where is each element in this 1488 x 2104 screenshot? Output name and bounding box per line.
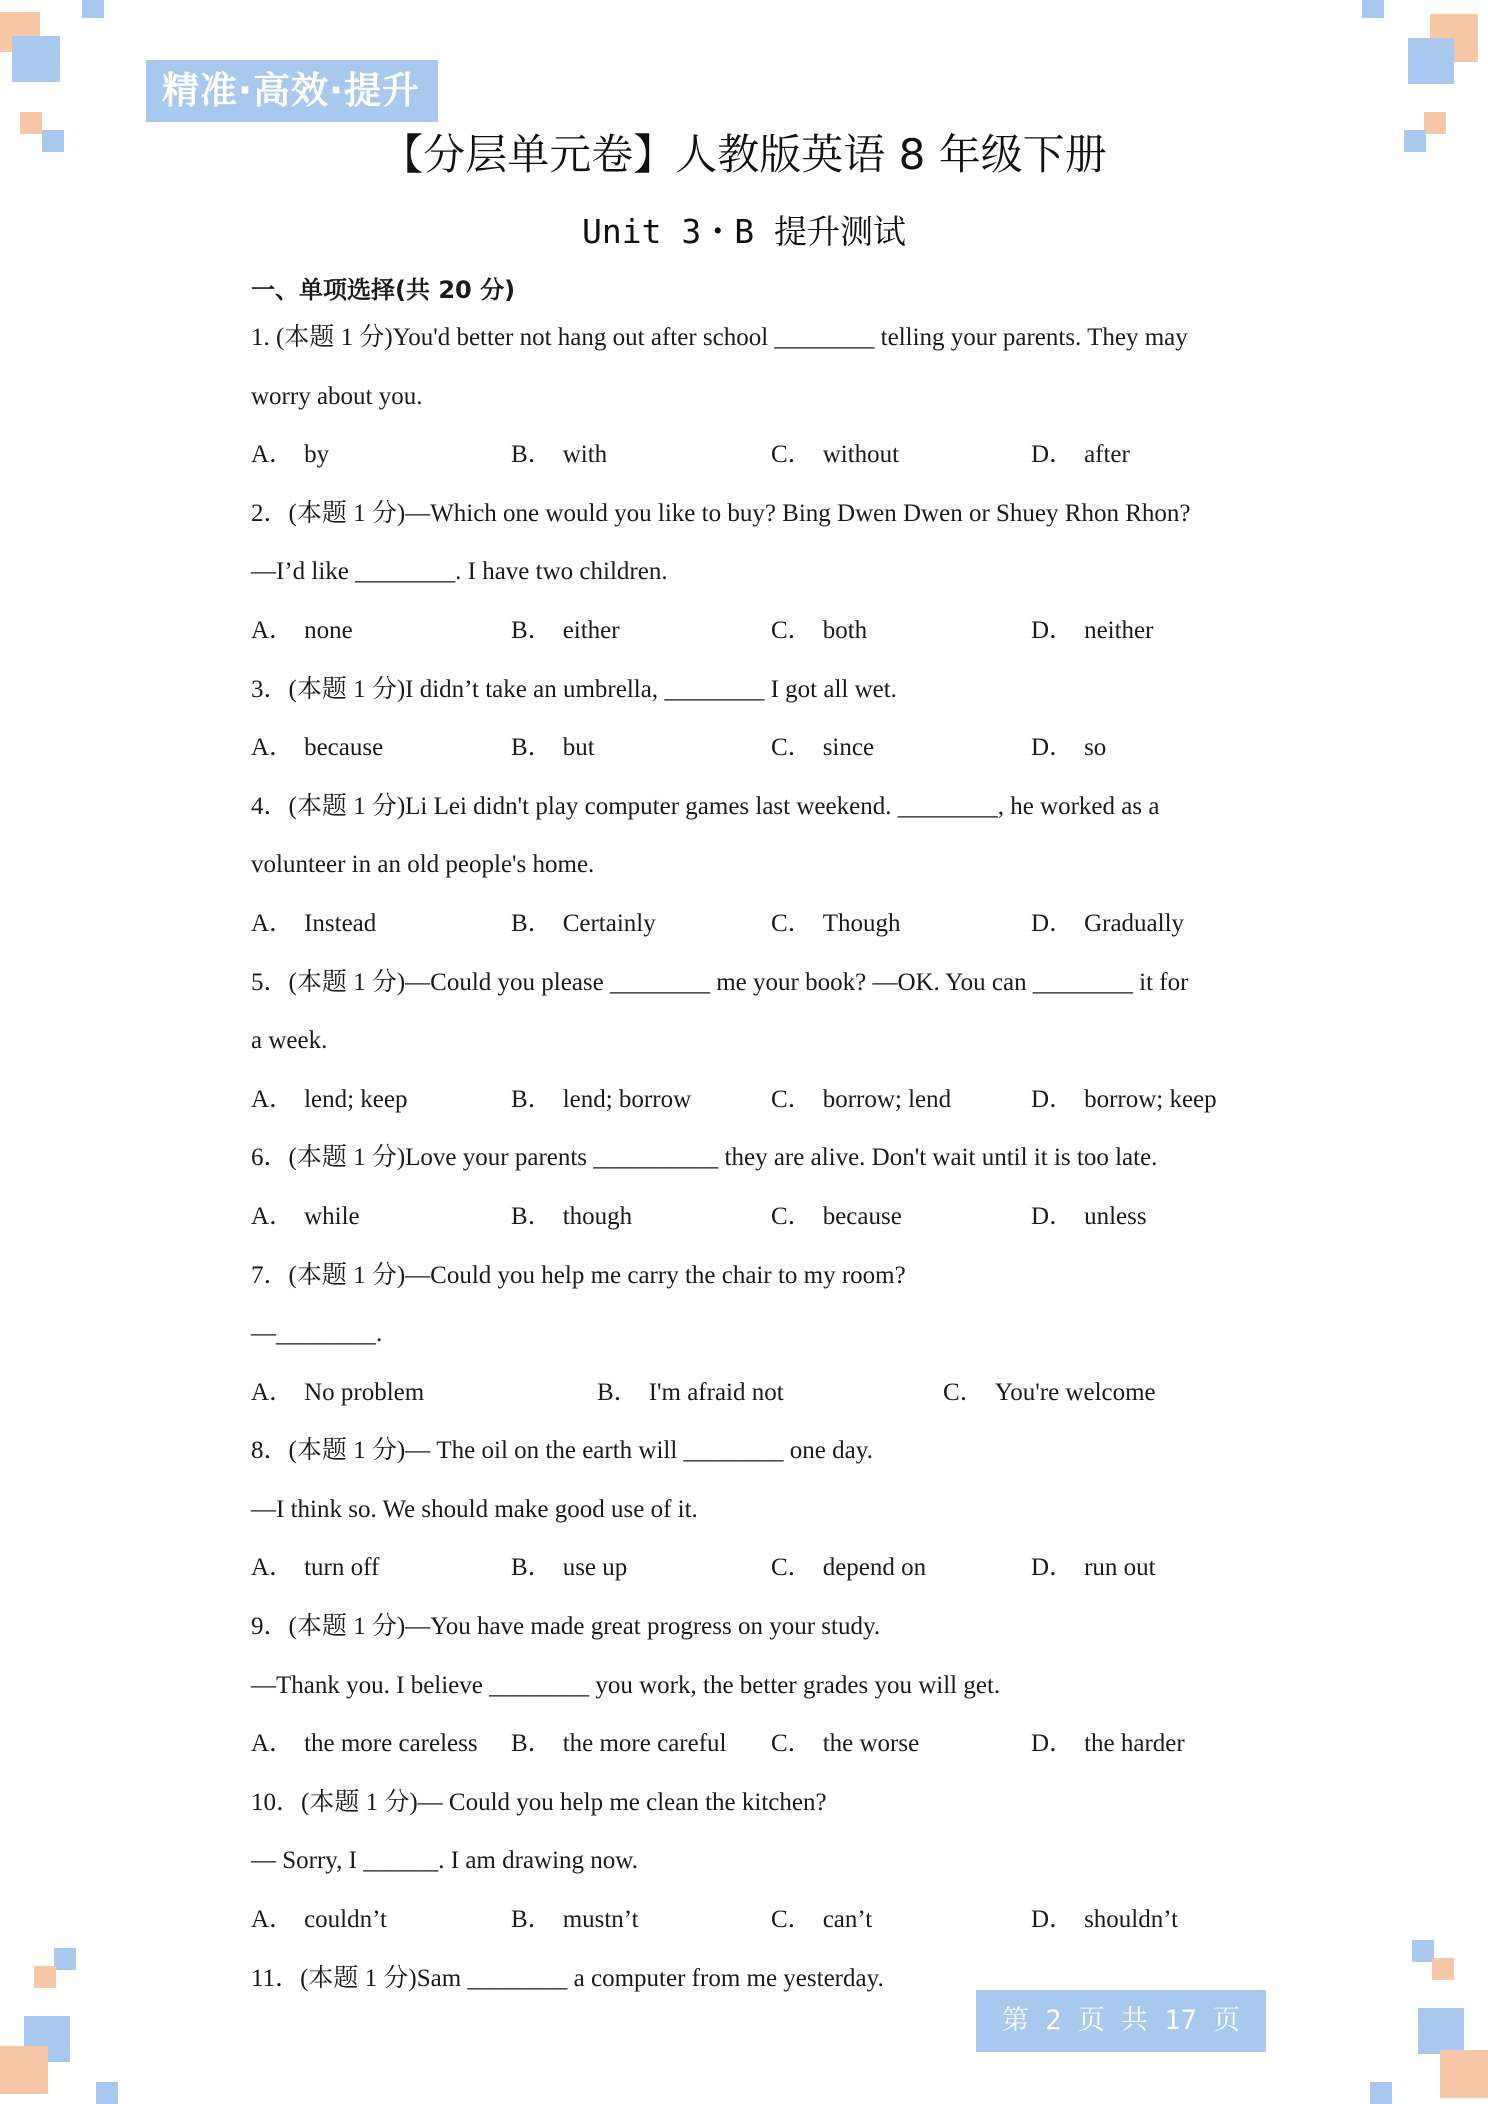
answer-option[interactable]	[1031, 1545, 1156, 1591]
answer-option[interactable]	[251, 1370, 424, 1416]
option-letter: C．	[771, 1906, 813, 1934]
question-text: 6．(本题 1 分)Love your parents __________ they are alive. Don't wait until it is too late.	[251, 1144, 1158, 1172]
question-text: 3．(本题 1 分)I didn’t take an umbrella, ________ I got all wet.	[251, 675, 897, 703]
answer-option[interactable]	[1031, 725, 1106, 771]
corner-decoration	[96, 2082, 118, 2104]
option-letter: D．	[1031, 909, 1075, 937]
question-item	[251, 1604, 1251, 1780]
option-text: run out	[1084, 1554, 1156, 1582]
option-letter: D．	[1031, 1202, 1075, 1230]
option-text: the more careful	[562, 1730, 727, 1758]
option-text: lend; borrow	[562, 1085, 692, 1113]
corner-decoration	[1412, 1940, 1434, 1962]
answer-option[interactable]	[771, 1721, 919, 1767]
corner-decoration	[1440, 2050, 1488, 2098]
option-letter: D．	[1031, 734, 1075, 762]
option-row	[251, 1721, 1251, 1780]
option-letter: A．	[251, 909, 295, 937]
option-letter: B．	[511, 1554, 553, 1582]
option-letter: A．	[251, 734, 295, 762]
page-subtitle: Unit 3・B 提升测试	[582, 212, 906, 251]
answer-option[interactable]	[1031, 1721, 1185, 1767]
option-text: lend; keep	[304, 1085, 408, 1113]
question-text: 2．(本题 1 分)—Which one would you like to buy? Bing Dwen Dwen or Shuey Rhon Rhon?	[251, 499, 1191, 527]
option-letter: A．	[251, 1378, 295, 1406]
option-row	[251, 432, 1251, 491]
option-letter: B．	[511, 441, 553, 469]
option-text: because	[822, 1202, 902, 1230]
option-text: both	[822, 616, 868, 644]
corner-decoration	[0, 2046, 48, 2094]
option-text: while	[304, 1202, 360, 1230]
option-text: shouldn’t	[1084, 1906, 1179, 1934]
question-list	[251, 315, 1251, 2014]
answer-option[interactable]	[511, 1897, 639, 1943]
corner-decoration	[1362, 0, 1384, 18]
option-letter: C．	[943, 1378, 985, 1406]
option-letter: A．	[251, 1085, 295, 1113]
option-text: none	[304, 616, 353, 644]
option-letter: A．	[251, 1730, 295, 1758]
option-text: after	[1084, 441, 1130, 469]
option-letter: A．	[251, 1202, 295, 1230]
option-text: Instead	[304, 909, 377, 937]
option-letter: D．	[1031, 1906, 1075, 1934]
option-text: use up	[562, 1554, 628, 1582]
brand-badge: 精准·高效·提升	[146, 60, 438, 122]
corner-decoration	[54, 1948, 76, 1970]
option-letter: D．	[1031, 616, 1075, 644]
answer-option[interactable]	[771, 1077, 951, 1123]
option-text: with	[562, 441, 608, 469]
corner-decoration	[1370, 2082, 1392, 2104]
question-item	[251, 315, 1251, 491]
option-text: the more careless	[304, 1730, 478, 1758]
option-letter: C．	[771, 1730, 813, 1758]
option-text: neither	[1084, 616, 1154, 644]
option-letter: B．	[511, 734, 553, 762]
answer-option[interactable]	[771, 432, 899, 478]
answer-option[interactable]	[1031, 1077, 1217, 1123]
question-text: 7．(本题 1 分)—Could you help me carry the chair to my room?	[251, 1261, 906, 1289]
answer-option[interactable]	[771, 608, 867, 654]
question-text: 10．(本题 1 分)— Could you help me clean the kitchen?	[251, 1788, 827, 1816]
answer-option[interactable]	[511, 1194, 632, 1240]
answer-option[interactable]	[251, 1545, 379, 1591]
question-item	[251, 667, 1251, 784]
option-text: though	[562, 1202, 633, 1230]
option-letter: B．	[511, 616, 553, 644]
option-letter: D．	[1031, 1085, 1075, 1113]
answer-option[interactable]	[511, 901, 656, 947]
option-text: You're welcome	[994, 1378, 1156, 1406]
option-text: without	[822, 441, 900, 469]
answer-option[interactable]	[511, 432, 607, 478]
option-letter: C．	[771, 1085, 813, 1113]
option-letter: D．	[1031, 441, 1075, 469]
corner-decoration	[82, 0, 104, 18]
option-row	[251, 1194, 1251, 1253]
answer-option[interactable]	[771, 1545, 926, 1591]
answer-option[interactable]	[511, 1721, 726, 1767]
answer-option[interactable]	[511, 1545, 627, 1591]
answer-option[interactable]	[1031, 901, 1184, 947]
answer-option[interactable]	[771, 725, 874, 771]
option-text: borrow; lend	[822, 1085, 952, 1113]
option-letter: C．	[771, 1202, 813, 1230]
option-text: can’t	[822, 1906, 873, 1934]
option-text: the harder	[1084, 1730, 1185, 1758]
option-letter: C．	[771, 1554, 813, 1582]
option-text: borrow; keep	[1084, 1085, 1217, 1113]
option-text: unless	[1084, 1202, 1147, 1230]
option-letter: C．	[771, 909, 813, 937]
option-letter: D．	[1031, 1730, 1075, 1758]
option-text: couldn’t	[304, 1906, 387, 1934]
corner-decoration	[1418, 2008, 1464, 2054]
option-row	[251, 725, 1251, 784]
option-text: turn off	[304, 1554, 380, 1582]
option-letter: A．	[251, 441, 295, 469]
question-item	[251, 491, 1251, 667]
question-text: 8．(本题 1 分)— The oil on the earth will ________ one day.	[251, 1437, 873, 1465]
page-number: 第 2 页 共 17 页	[976, 1990, 1266, 2052]
question-text: —________.	[251, 1320, 383, 1348]
question-item	[251, 1253, 1251, 1429]
answer-option[interactable]	[251, 1721, 478, 1767]
answer-option[interactable]	[771, 901, 900, 947]
option-row	[251, 1897, 1251, 1956]
option-letter: A．	[251, 1554, 295, 1582]
answer-option[interactable]	[511, 725, 595, 771]
option-text: so	[1084, 734, 1107, 762]
option-text: I'm afraid not	[648, 1378, 784, 1406]
option-text: the worse	[822, 1730, 920, 1758]
question-text: —Thank you. I believe ________ you work, the better grades you will get.	[251, 1671, 1001, 1699]
section-heading: 一、单项选择(共 20 分)	[251, 276, 516, 304]
answer-option[interactable]	[1031, 432, 1130, 478]
option-text: Certainly	[562, 909, 656, 937]
question-text: 4．(本题 1 分)Li Lei didn't play computer games last weekend. ________, he worked as a	[251, 792, 1160, 820]
answer-option[interactable]	[251, 432, 329, 478]
option-letter: B．	[511, 1906, 553, 1934]
answer-option[interactable]	[511, 1077, 691, 1123]
question-text: 1. (本题 1 分)You'd better not hang out after school ________ telling your parents. They may	[251, 324, 1188, 351]
answer-option[interactable]	[943, 1370, 1156, 1416]
option-text: because	[304, 734, 384, 762]
question-text: a week.	[251, 1027, 328, 1055]
answer-option[interactable]	[1031, 1897, 1178, 1943]
question-text: worry about you.	[251, 382, 423, 410]
option-letter: B．	[597, 1378, 639, 1406]
option-letter: B．	[511, 1730, 553, 1758]
answer-option[interactable]	[251, 725, 383, 771]
option-text: since	[822, 734, 875, 762]
question-text: 9．(本题 1 分)—You have made great progress on your study.	[251, 1613, 881, 1641]
option-letter: B．	[511, 909, 553, 937]
corner-decoration	[34, 1966, 56, 1988]
page-title: 【分层单元卷】人教版英语 8 年级下册	[381, 130, 1107, 179]
option-row	[251, 901, 1251, 960]
option-letter: D．	[1031, 1554, 1075, 1582]
option-text: depend on	[822, 1554, 927, 1582]
answer-option[interactable]	[597, 1370, 784, 1416]
corner-decoration	[1408, 38, 1454, 84]
option-text: mustn’t	[562, 1906, 639, 1934]
option-row	[251, 1077, 1251, 1136]
question-item	[251, 784, 1251, 960]
answer-option[interactable]	[1031, 608, 1153, 654]
question-text: volunteer in an old people's home.	[251, 851, 595, 879]
option-text: but	[562, 734, 595, 762]
option-text: Though	[822, 909, 901, 937]
question-item	[251, 1428, 1251, 1604]
answer-option[interactable]	[771, 1194, 902, 1240]
question-item	[251, 1135, 1251, 1252]
option-letter: A．	[251, 1906, 295, 1934]
option-text: either	[562, 616, 620, 644]
option-letter: B．	[511, 1202, 553, 1230]
option-letter: C．	[771, 734, 813, 762]
answer-option[interactable]	[511, 608, 620, 654]
option-text: No problem	[304, 1378, 425, 1406]
question-text: 11．(本题 1 分)Sam ________ a computer from me yesterday.	[251, 1964, 884, 1992]
answer-option[interactable]	[251, 608, 353, 654]
answer-option[interactable]	[251, 1077, 408, 1123]
option-text: Gradually	[1084, 909, 1185, 937]
answer-option[interactable]	[251, 1194, 360, 1240]
answer-option[interactable]	[1031, 1194, 1147, 1240]
question-item	[251, 1780, 1251, 1956]
option-row	[251, 608, 1251, 667]
option-text: by	[304, 441, 330, 469]
question-item	[251, 960, 1251, 1136]
answer-option[interactable]	[251, 901, 376, 947]
option-letter: A．	[251, 616, 295, 644]
question-text: —I’d like ________. I have two children.	[251, 558, 668, 586]
question-text: — Sorry, I ______. I am drawing now.	[251, 1847, 638, 1875]
question-text: —I think so. We should make good use of it.	[251, 1495, 698, 1523]
option-letter: C．	[771, 441, 813, 469]
corner-decoration	[1432, 1958, 1454, 1980]
answer-option[interactable]	[251, 1897, 387, 1943]
option-row	[251, 1545, 1251, 1604]
corner-decoration	[12, 36, 60, 82]
question-text: 5．(本题 1 分)—Could you please ________ me your book? —OK. You can ________ it for	[251, 968, 1189, 996]
option-letter: C．	[771, 616, 813, 644]
option-letter: B．	[511, 1085, 553, 1113]
option-row	[251, 1370, 1251, 1429]
answer-option[interactable]	[771, 1897, 872, 1943]
